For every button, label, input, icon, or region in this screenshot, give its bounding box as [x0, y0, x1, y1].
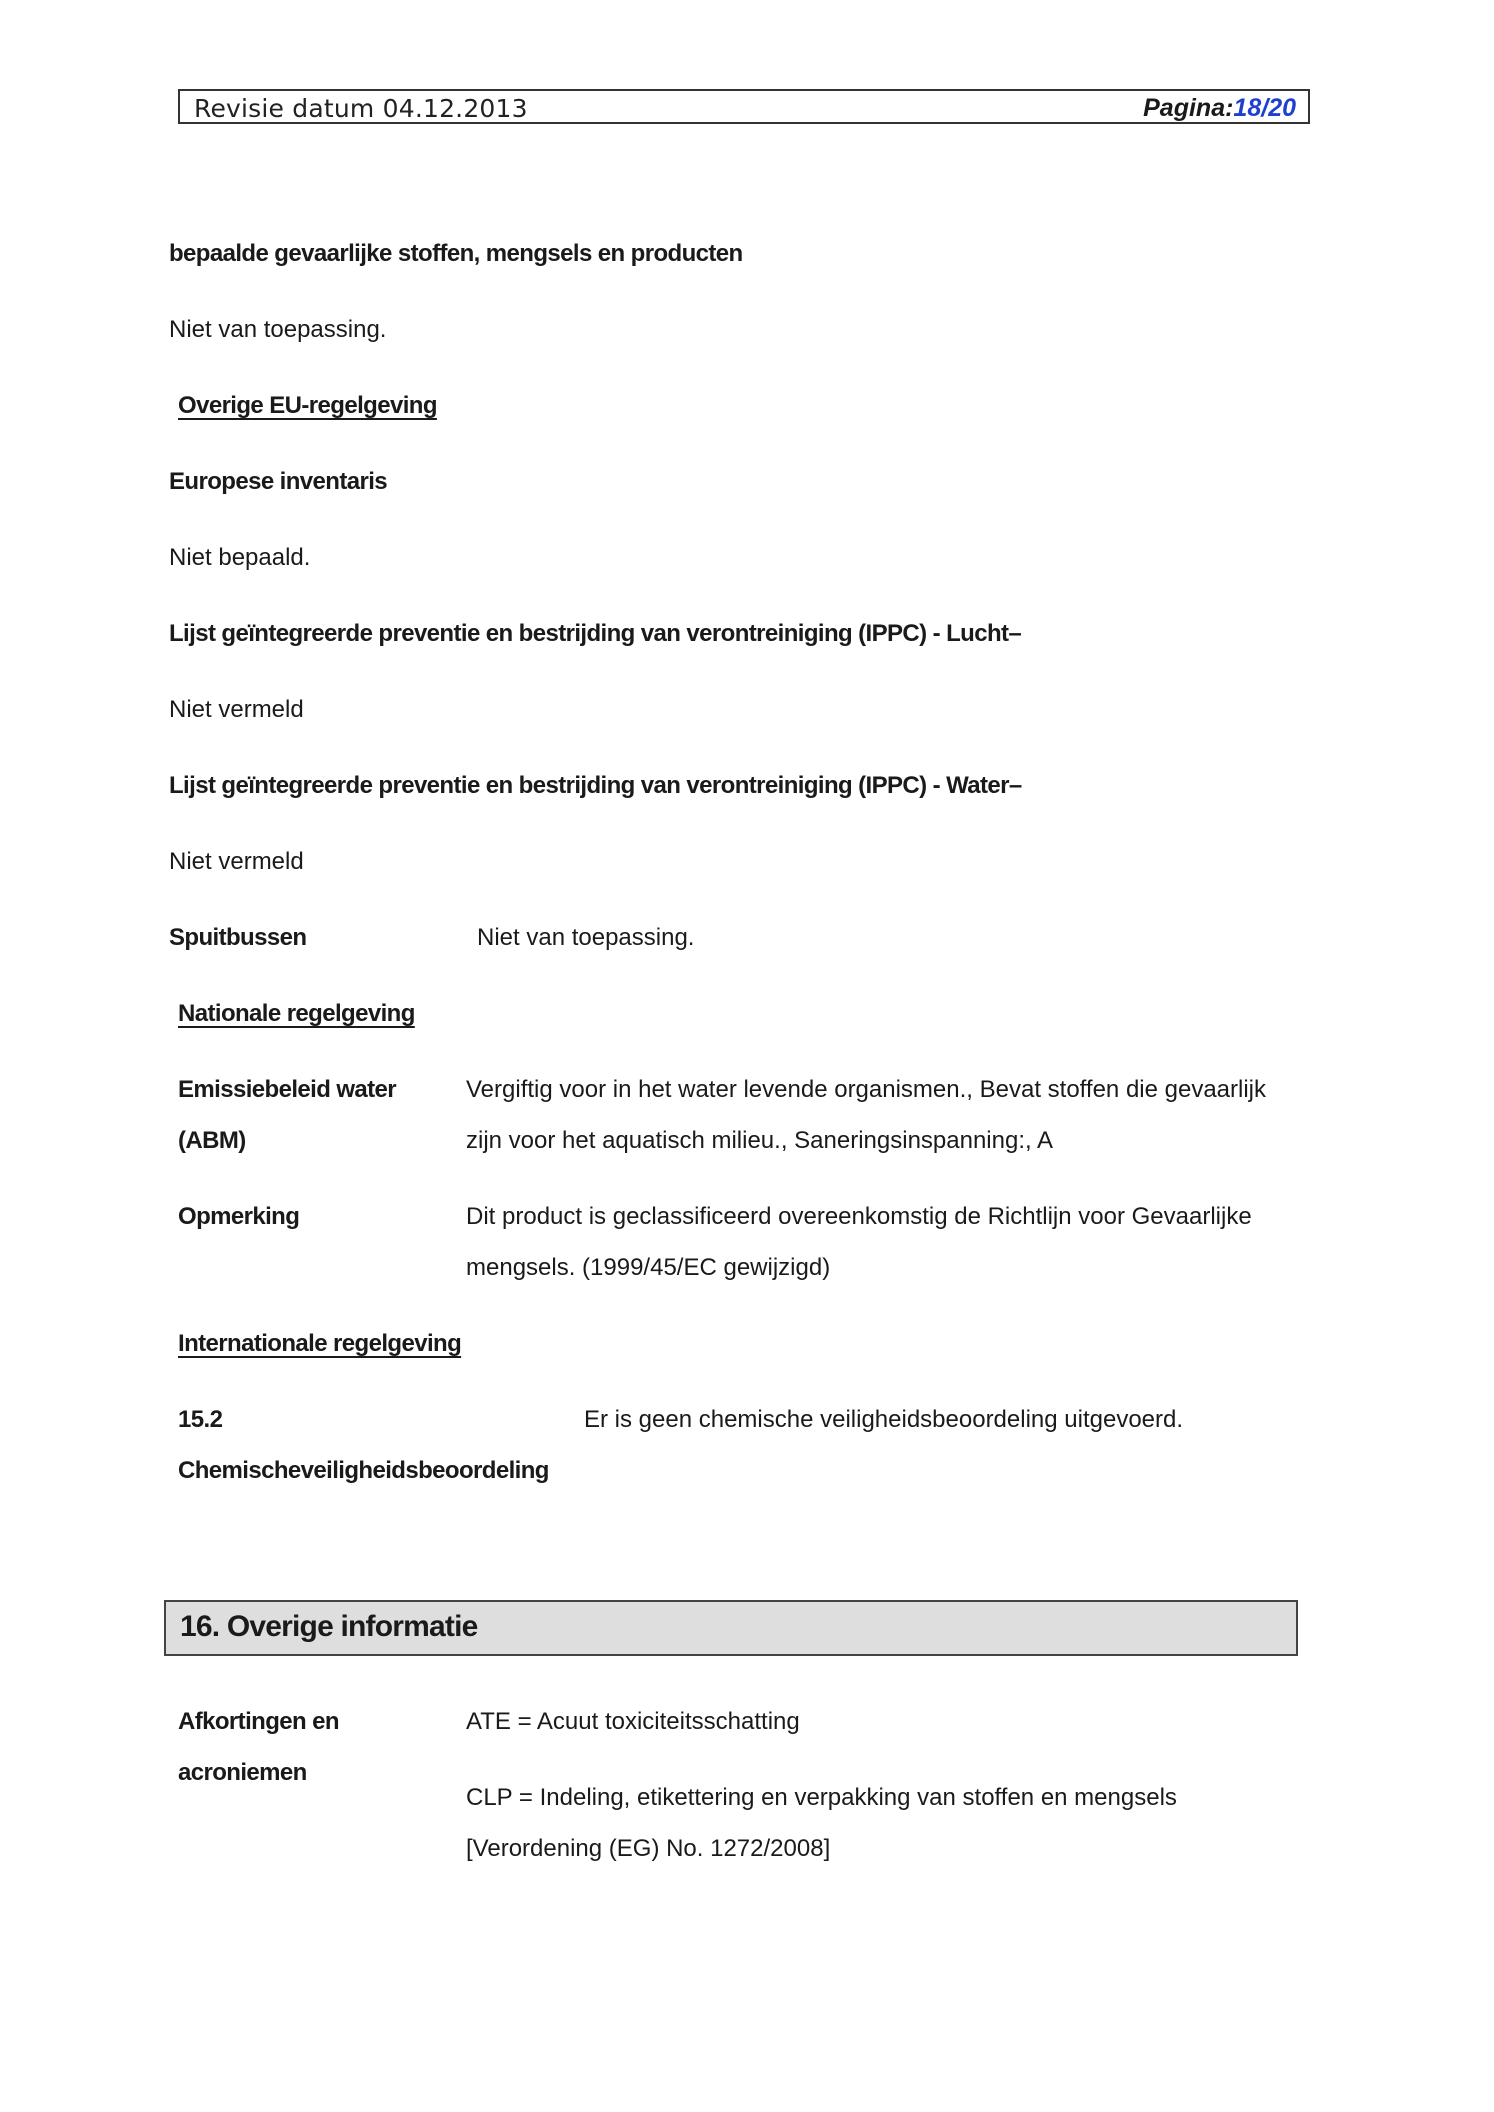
section-16-header — [164, 1600, 1298, 1656]
heading-internationale-regelgeving: Internationale regelgeving — [178, 1330, 462, 1357]
heading-overige-eu-regelgeving: Overige EU-regelgeving — [178, 392, 437, 419]
label-abm: (ABM) — [178, 1127, 246, 1154]
value-spuitbussen: Niet van toepassing. — [477, 924, 695, 951]
heading-bepaalde-stoffen: bepaalde gevaarlijke stoffen, mengsels en producten — [169, 240, 743, 267]
label-spuitbussen: Spuitbussen — [169, 924, 307, 951]
text-europese-inventaris: Niet bepaald. — [169, 544, 311, 571]
abbr-clp-line2: [Verordening (EG) No. 1272/2008] — [466, 1835, 831, 1862]
heading-nationale-regelgeving: Nationale regelgeving — [178, 1000, 415, 1027]
value-15-2: Er is geen chemische veiligheidsbeoordeling uitgevoerd. — [584, 1406, 1184, 1433]
label-emissiebeleid-water: Emissiebeleid water — [178, 1076, 397, 1103]
heading-ippc-lucht: Lijst geïntegreerde preventie en bestrijding van verontreiniging (IPPC) - Lucht– — [169, 620, 1022, 647]
heading-ippc-water: Lijst geïntegreerde preventie en bestrijding van verontreiniging (IPPC) - Water– — [169, 772, 1022, 799]
value-opmerking-line1: Dit product is geclassificeerd overeenkomstig de Richtlijn voor Gevaarlijke — [466, 1203, 1252, 1230]
abbr-clp-line1: CLP = Indeling, etikettering en verpakking van stoffen en mengsels — [466, 1784, 1177, 1811]
heading-europese-inventaris: Europese inventaris — [169, 468, 388, 495]
value-opmerking-line2: mengsels. (1999/45/EC gewijzigd) — [466, 1254, 831, 1281]
revision-date: Revisie datum 04.12.2013 — [194, 94, 528, 123]
page-header — [178, 89, 1310, 124]
label-chemische-veiligheidsbeoordeling: Chemischeveiligheidsbeoordeling — [178, 1457, 549, 1484]
section-16-title: 16. Overige informatie — [180, 1610, 478, 1643]
value-abm-line1: Vergiftig voor in het water levende organismen., Bevat stoffen die gevaarlijk — [466, 1076, 1267, 1103]
label-afkortingen: Afkortingen en — [178, 1708, 339, 1735]
text-ippc-water: Niet vermeld — [169, 848, 304, 875]
label-opmerking: Opmerking — [178, 1203, 300, 1230]
text-ippc-lucht: Niet vermeld — [169, 696, 304, 723]
abbr-ate: ATE = Acuut toxiciteitsschatting — [466, 1708, 800, 1735]
label-15-2: 15.2 — [178, 1406, 223, 1433]
value-abm-line2: zijn voor het aquatisch milieu., Saneringsinspanning:, A — [466, 1127, 1054, 1154]
text-bepaalde-stoffen: Niet van toepassing. — [169, 316, 387, 343]
label-acroniemen: acroniemen — [178, 1759, 307, 1786]
page-number: Pagina:18/20 — [1143, 94, 1296, 122]
